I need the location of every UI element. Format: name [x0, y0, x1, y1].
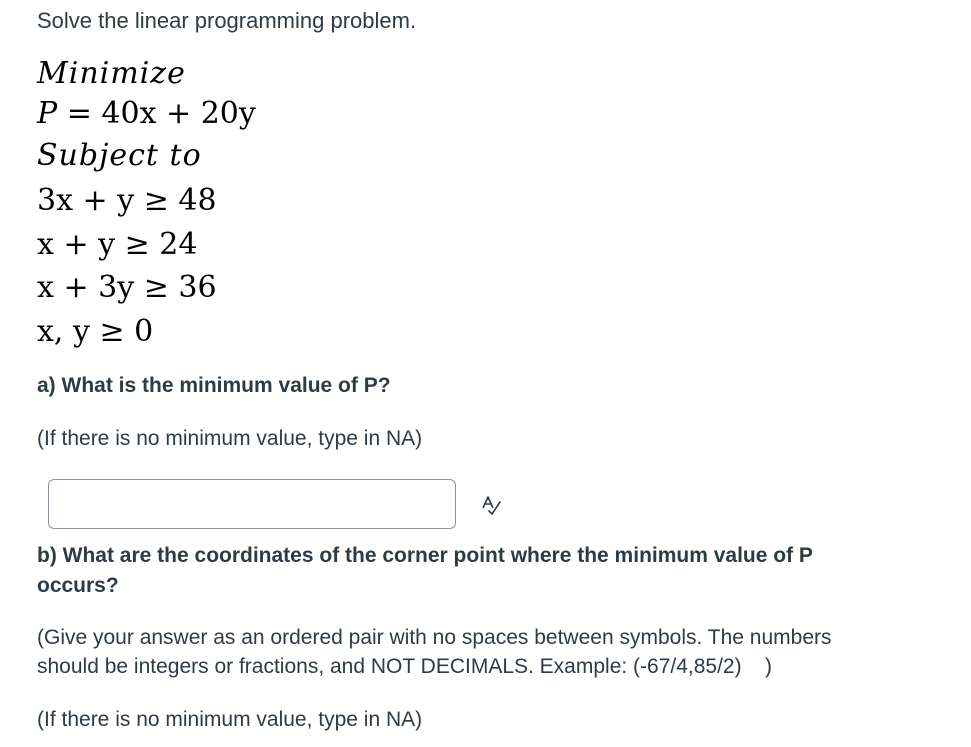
problem-intro: Solve the linear programming problem.	[37, 8, 417, 33]
spellcheck-icon[interactable]	[480, 494, 502, 516]
answer-a-input[interactable]	[48, 479, 456, 529]
constraint-1: 3x + y ≥ 48	[37, 183, 217, 218]
objective-expression: 40x + 20y	[101, 96, 256, 131]
question-a-note: (If there is no minimum value, type in NA)	[37, 427, 423, 450]
objective-operator: =	[66, 96, 92, 131]
objective-variable: P	[37, 96, 58, 131]
question-a-prompt: a) What is the minimum value of P?	[37, 374, 391, 397]
question-b-prompt	[37, 541, 813, 601]
constraint-3: x + 3y ≥ 36	[37, 270, 217, 305]
question-b-prompt-line2: occurs?	[37, 574, 119, 597]
objective-label: Minimize	[37, 56, 186, 91]
subject-to-label: Subject to	[37, 138, 202, 173]
question-b-note-line1: (Give your answer as an ordered pair with no spaces between symbols. The numbers	[37, 626, 832, 649]
question-b-note2: (If there is no minimum value, type in NA)	[37, 708, 423, 731]
constraint-2: x + y ≥ 24	[37, 227, 198, 262]
question-b-note	[37, 623, 832, 681]
objective-function	[37, 96, 256, 131]
question-b-note-line2: should be integers or fractions, and NOT DECIMALS. Example: (-67/4,85/2) )	[37, 655, 772, 678]
constraint-4: x, y ≥ 0	[37, 314, 154, 349]
question-b-prompt-line1: b) What are the coordinates of the corner point where the minimum value of P	[37, 544, 813, 567]
